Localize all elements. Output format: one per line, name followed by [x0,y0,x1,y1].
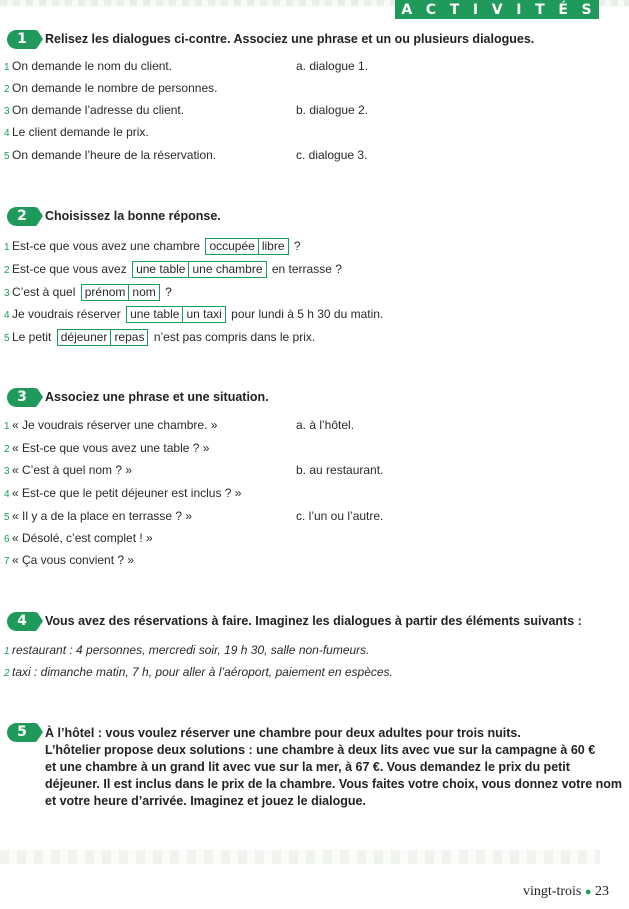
list-item: 7 « Ça vous convient ? » [4,553,135,567]
activity-2 [0,207,600,227]
answer-option: b. dialogue 2. [296,103,369,117]
answer-option: a. dialogue 1. [296,59,369,73]
choice-option[interactable]: occupée [209,239,255,253]
list-item: 1 restaurant : 4 personnes, mercredi soir, 19 h 30, salle non-fumeurs. [4,643,370,657]
activity-number-badge: 5 [7,723,37,742]
choice-option[interactable]: déjeuner [60,330,108,344]
bullet-icon: ● [584,886,592,898]
activity-5-instructions: À l’hôtel : vous voulez réserver une chambre pour deux adultes pour trois nuits. L’hôtelier propose deux solutions : une chambre à deux lits avec vue sur la campagne à 60 € et une chambre à un grand lit avec vue sur la mer, à 67 €. Vous demandez le prix du petit déjeuner. Il est inclus dans le prix de la chambre. Vous faites votre choix, vous donnez votre nom et votre heure d’arrivée. Imaginez et jouez le dialogue. [45,726,623,808]
activity-1 [0,30,600,50]
list-item: 4 Je voudrais réserver une table un taxi pour lundi à 5 h 30 du matin. [4,307,384,321]
list-item: 5 On demande l’heure de la réservation. [4,148,217,162]
banner-letter: C [425,1,438,18]
banner-letter: T [535,1,546,18]
activity-3-title: Associez une phrase et une situation. [45,390,269,404]
activites-banner [395,0,599,19]
activity-5 [0,723,623,808]
choice-group [205,238,288,255]
answer-option: b. au restaurant. [296,463,384,477]
choice-group [57,329,149,346]
page-footer [523,884,609,900]
bottom-decorative-strip [0,850,600,864]
banner-letter: T [449,1,461,18]
list-item: 2 taxi : dimanche matin, 7 h, pour aller à l’aéroport, paiement en espèces. [4,665,393,679]
choice-option[interactable]: libre [258,239,288,254]
list-item: 4 Le client demande le prix. [4,125,149,139]
choice-option[interactable]: une table [130,307,180,321]
banner-letter: A [401,1,414,18]
list-item: 1 Est-ce que vous avez une chambre occupée libre ? [4,239,301,253]
list-item: 3 C’est à quel prénom nom ? [4,285,172,299]
page-number: 23 [595,884,609,899]
page-number-word: vingt-trois [523,884,582,899]
choice-option[interactable]: une table [136,262,186,276]
choice-option[interactable]: un taxi [182,307,224,322]
activity-4-header [0,612,600,632]
choice-option[interactable]: prénom [84,285,126,299]
activity-5-header [0,723,623,808]
banner-letter: S [581,1,593,18]
activity-2-title: Choisissez la bonne réponse. [45,209,221,223]
activity-1-title: Relisez les dialogues ci-contre. Associez une phrase et un ou plusieurs dialogues. [45,32,535,46]
activity-4 [0,612,600,632]
activity-number-badge: 4 [7,612,37,631]
activity-2-header [0,207,600,227]
choice-option[interactable]: une chambre [188,262,265,277]
list-item: 3 « C’est à quel nom ? » [4,463,133,477]
list-item: 1 « Je voudrais réserver une chambre. » [4,418,218,432]
choice-option[interactable]: nom [128,285,158,300]
choice-group [132,261,266,278]
list-item: 4 « Est-ce que le petit déjeuner est inclus ? » [4,486,242,500]
banner-letter: É [558,1,569,18]
list-item: 2 « Est-ce que vous avez une table ? » [4,441,210,455]
list-item: 2 On demande le nombre de personnes. [4,81,218,95]
activity-number-badge: 3 [7,388,37,407]
answer-option: c. dialogue 3. [296,148,368,162]
activity-number-badge: 2 [7,207,37,226]
list-item: 5 Le petit déjeuner repas n’est pas compris dans le prix. [4,330,316,344]
banner-letter: V [491,1,504,18]
list-item: 3 On demande l’adresse du client. [4,103,185,117]
answer-option: a. à l’hôtel. [296,418,355,432]
banner-letter: I [516,1,523,18]
choice-group [81,284,160,301]
choice-option[interactable]: repas [110,330,147,345]
list-item: 6 « Désolé, c’est complet ! » [4,531,153,545]
choice-group [126,306,226,323]
list-item: 5 « Il y a de la place en terrasse ? » [4,509,193,523]
answer-option: c. l’un ou l’autre. [296,509,384,523]
list-item: 1 On demande le nom du client. [4,59,173,73]
activity-number-badge: 1 [7,30,37,49]
banner-letter: I [472,1,480,18]
activity-1-header [0,30,600,50]
activity-3 [0,388,600,408]
list-item: 2 Est-ce que vous avez une table une chambre en terrasse ? [4,262,342,276]
activity-3-header [0,388,600,408]
activity-4-title: Vous avez des réservations à faire. Imaginez les dialogues à partir des éléments suivants : [45,614,582,628]
